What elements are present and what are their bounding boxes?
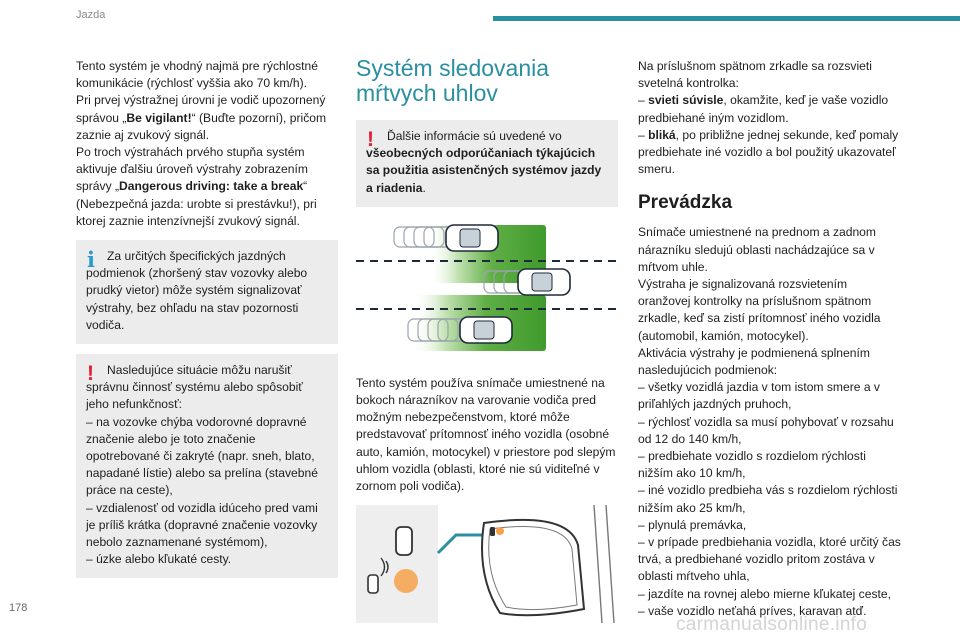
car-icon-large [396, 527, 412, 555]
mirror-car-symbol [490, 527, 495, 536]
mirror-illustration-svg [356, 505, 618, 623]
mirror-outline [482, 520, 584, 615]
indicator-glow [394, 569, 418, 593]
operation-text: Snímače umiestnené na prednom a zadnom nárazníku sledujú oblasti nachádzajúce sa v mŕtvom uhle. Výstraha je signalizovaná rozsvietením oranžovej kontrolky na príslušnom spätnom zrkadle, keď sa zistí prítomnosť iného vozidla (automobil, kamión, motocykel). Aktivácia výstrahy je podmienená splnením nasledujúcich podmienok: – všetky vozidlá jazdia v tom istom smere a v priľahlých jazdných pruhoch, – rýchlosť vozidla sa musí pohybovať v rozsahu od 12 do 140 km/h, – predbiehate vozidlo s rozdielom rýchlosti nižším ako 10 km/h, – iné vozidlo predbieha vás s rozdielom rýchlosti nižším ako 25 km/h, – plynulá premávka, – v prípade predbiehania vozidla, ktoré určitý čas trvá, a predbiehané vozidlo pritom zostáva v oblasti mŕtveho uhla, – jazdíte na rovnej alebo mierne kľukatej ceste, – vaše vozidlo neťahá príves, karavan atď. [638, 225, 901, 618]
page-number: 178 [9, 602, 28, 614]
door-outline [594, 505, 614, 623]
body-paragraph: Tento systém používa snímače umiestnené na bokoch nárazníkov na varovanie vodiča pred možným nebezpečenstvom, ktoré môže predstavovať prítomnosť iného vozidla (osobné auto, kamión, motocykel) v priestore pod slepým uhlom vozidla (oblasti, ktoré nie sú viditeľné v zornom poli vodiča). [356, 375, 616, 494]
warning-icon: ! [87, 362, 94, 386]
subsection-title: Prevádzka [638, 192, 733, 214]
indicator-paragraph: Na príslušnom spätnom zrkadle sa rozsvieti svetelná kontrolka: – svieti súvisle, okamžite, keď je vaše vozidlo predbiehané iným vozidlom. – bliká, po približne jednej sekunde, keď pomaly predbiehate iné vozidlo a bol použitý ukazovateľ smeru. [638, 59, 899, 177]
warning-note: ! Nasledujúce situácie môžu narušiť správnu činnosť systému alebo spôsobiť jeho nefunkčnosť: – na vozovke chýba vodorovné dopravné značenie alebo je toto značenie opotrebované či zakryté (napr. sneh, blato, napadané lístie) alebo sa prelína (stavebné práce na ceste), – vzdialenosť od vozidla idúceho pred vami je príliš krátka (dopravné značenie vozovky nebolo zaznamenané systémom), – úzke alebo kľukaté cesty. [76, 354, 338, 578]
column-middle [356, 56, 618, 623]
own-car [518, 269, 570, 295]
sensor-panel [356, 505, 438, 623]
header-section-title: Jazda [76, 9, 106, 21]
mirror-illustration [356, 505, 618, 623]
section-title: Systém sledovania mŕtvych uhlov [356, 55, 550, 106]
column-right [638, 58, 902, 620]
blind-spot-diagram [356, 221, 618, 361]
watermark: carmanualsonline.info [676, 614, 868, 635]
info-icon: i [87, 247, 95, 273]
callout-arrow [438, 535, 486, 553]
car-icon-small [368, 575, 378, 593]
mirror-warning-light [496, 527, 504, 535]
msg-be-vigilant: Be vigilant! [126, 110, 192, 125]
car-upper [446, 225, 498, 251]
msg-dangerous-driving: Dangerous driving: take a break [119, 179, 304, 194]
warning-note-general: ! Ďalšie informácie sú uvedené vo všeobecných odporúčaniach týkajúcich sa použitia asistenčných systémov jazdy a riadenia. [356, 120, 618, 207]
column-left [76, 58, 338, 578]
warning-icon: ! [367, 128, 374, 151]
blind-spot-diagram-svg [356, 221, 618, 361]
header-accent-bar [493, 16, 960, 21]
car-lower [460, 317, 512, 343]
info-note: i Za určitých špecifických jazdných podmienok (zhoršený stav vozovky alebo prudký vietor) môže systém signalizovať výstrahy, bez ohľadu na stav pozornosti vodiča. [76, 240, 338, 344]
intro-paragraph: Tento systém je vhodný najmä pre rýchlostné komunikácie (rýchlosť vyššia ako 70 km/h). Pri prvej výstražnej úrovni je vodič upozornený správou „Be vigilant!“ (Buďte pozorní), pričom zaznie aj zvukový signál. Po troch výstrahách prvého stupňa systém aktivuje ďalšiu úroveň výstrahy zobrazením správy „Dangerous driving: take a break“ (Nebezpečná jazda: urobte si prestávku!), pri ktorej zaznie intenzívnejší zvukový signál. [76, 59, 327, 228]
